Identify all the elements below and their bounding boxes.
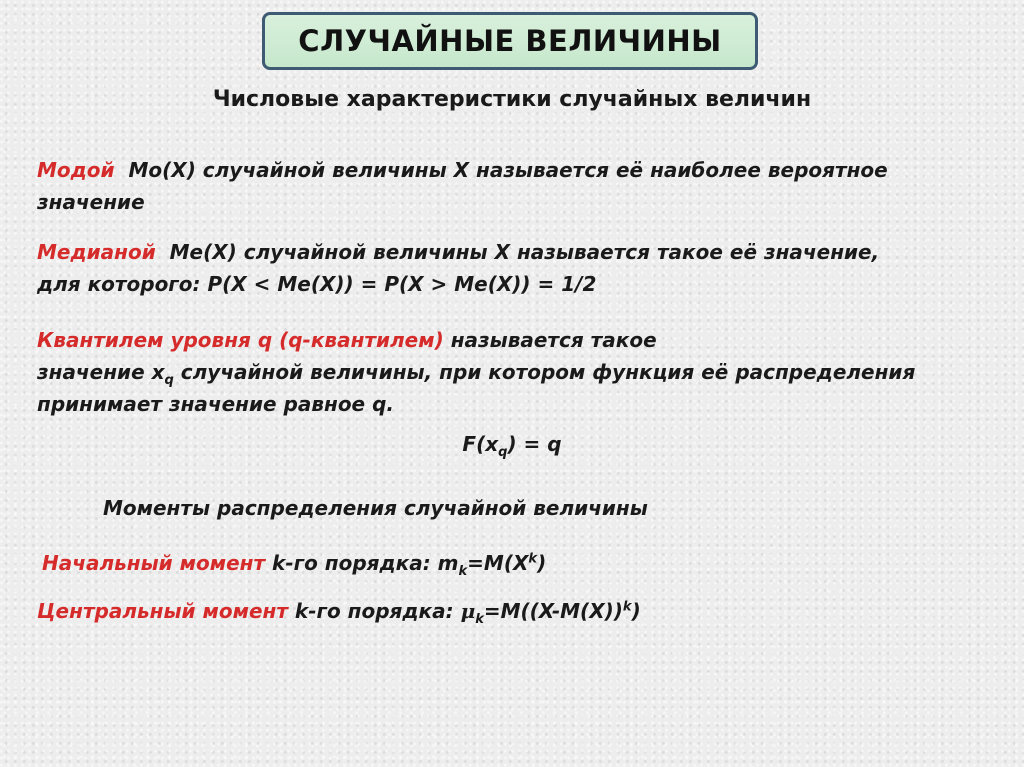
quantile-line2-before: значение x xyxy=(37,360,165,384)
quantile-line2-after: случайной величины, при котором функция её распределения xyxy=(173,360,916,384)
central-moment-end: ) xyxy=(631,599,641,623)
quantile-formula-after: ) = q xyxy=(507,432,562,456)
initial-moment-end: ) xyxy=(537,551,547,575)
quantile-text: называется такое xyxy=(450,328,657,352)
initial-moment-sup: k xyxy=(528,551,538,567)
moments-title: Моменты распределения случайной величины xyxy=(103,496,648,520)
central-moment-text: k-го порядка: xyxy=(294,599,461,623)
central-moment-sub: k xyxy=(475,612,484,627)
initial-moment xyxy=(42,551,547,579)
median-text-line2: для которого: P(X < Me(X)) = P(X > Me(X)) = 1/2 xyxy=(37,272,597,296)
central-moment-term: Центральный момент xyxy=(37,599,288,623)
title-box xyxy=(262,12,758,70)
quantile-formula-before: F(x xyxy=(462,432,499,456)
mu-symbol: μ xyxy=(460,599,476,623)
quantile-formula-sub: q xyxy=(498,445,508,460)
quantile-line2-sub: q xyxy=(164,373,174,388)
median-term: Медианой xyxy=(37,240,156,264)
mode-text: Mo(X) случайной величины X называется её наиболее вероятное значение xyxy=(37,158,888,214)
mode-definition xyxy=(37,154,997,218)
mode-term: Модой xyxy=(37,158,115,182)
initial-moment-text: k-го порядка: m xyxy=(272,551,459,575)
quantile-term: Квантилем уровня q (q-квантилем) xyxy=(37,328,444,352)
quantile-formula xyxy=(0,432,1024,460)
slide-title: СЛУЧАЙНЫЕ ВЕЛИЧИНЫ xyxy=(298,24,722,58)
initial-moment-sub: k xyxy=(458,564,468,579)
slide-subtitle: Числовые характеристики случайных величин xyxy=(212,87,812,112)
initial-moment-term: Начальный момент xyxy=(42,551,266,575)
central-moment-sup: k xyxy=(622,599,632,615)
initial-moment-mid: =M(X xyxy=(467,551,529,575)
central-moment-mid: =M((X-M(X)) xyxy=(483,599,623,623)
central-moment xyxy=(37,599,641,627)
median-definition xyxy=(37,236,997,300)
quantile-line3: принимает значение равное q. xyxy=(37,392,395,416)
median-text: Me(X) случайной величины X называется такое её значение, xyxy=(169,240,880,264)
quantile-definition xyxy=(37,324,997,420)
